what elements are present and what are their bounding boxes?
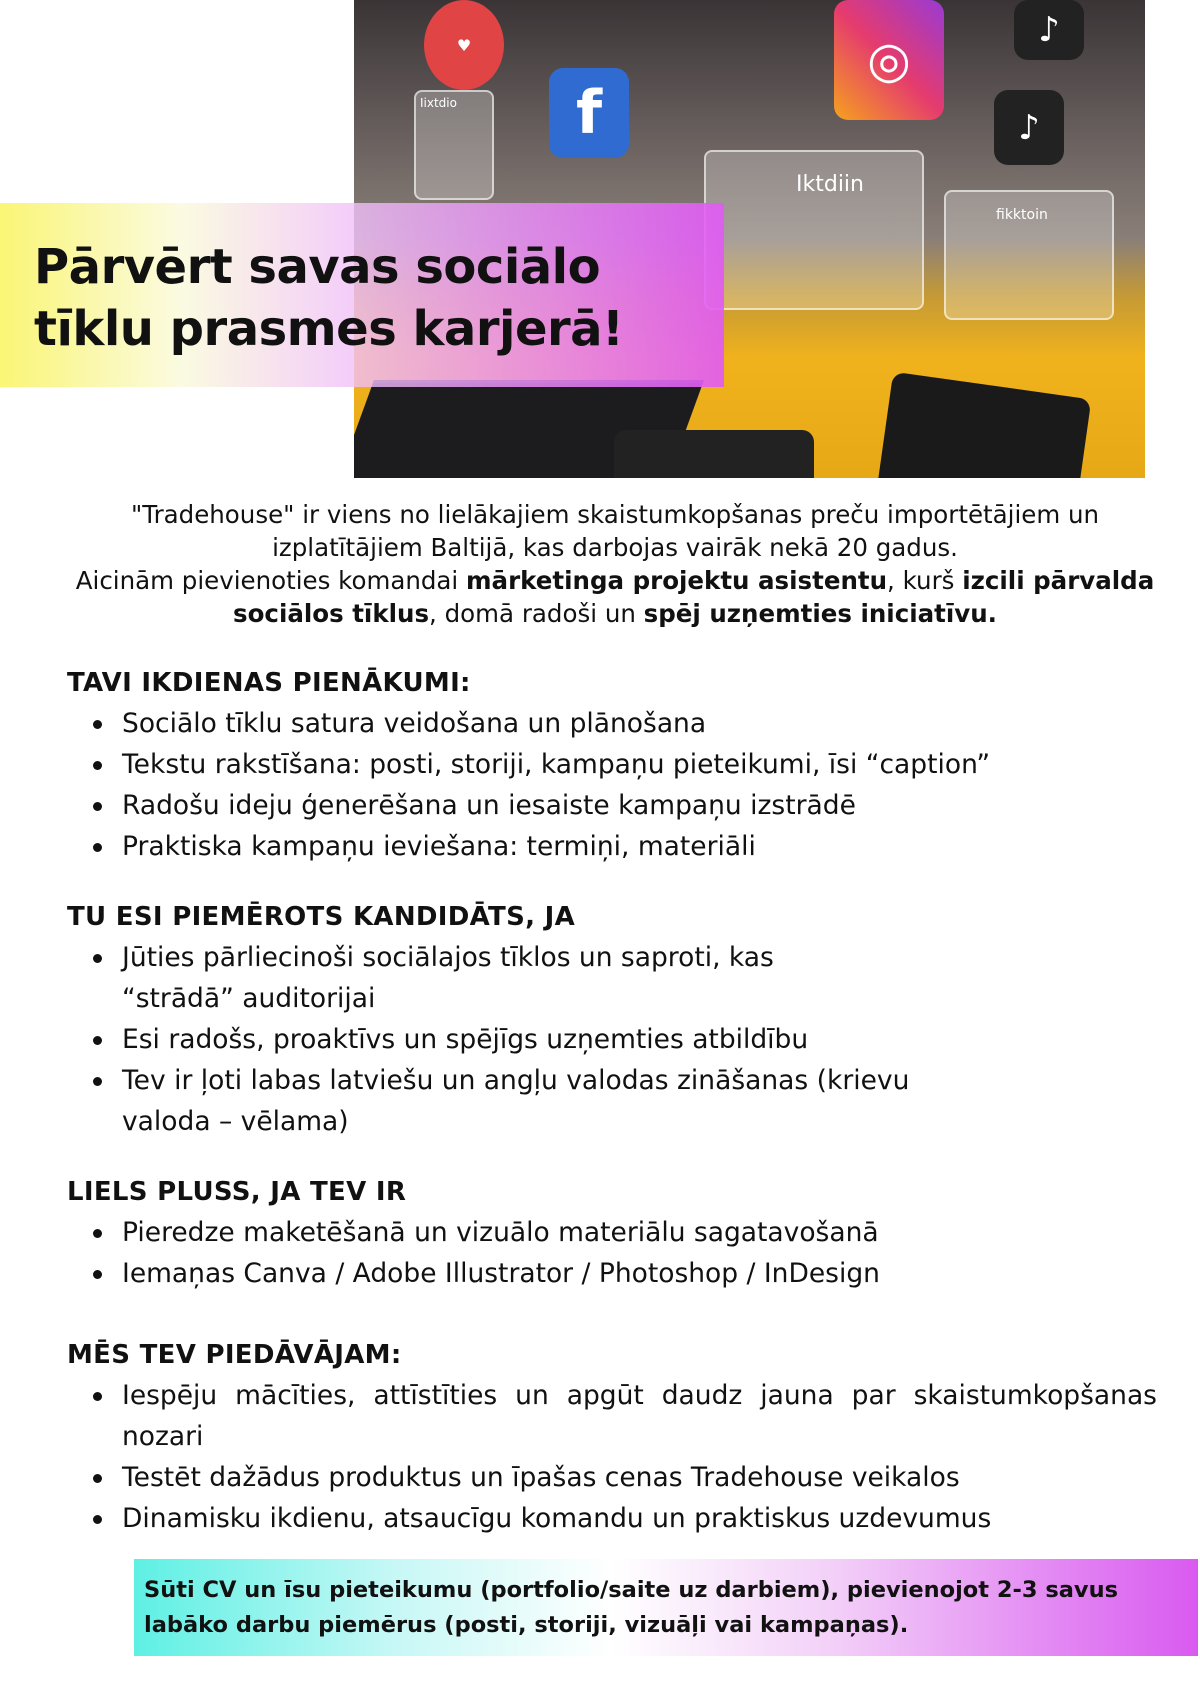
intro-invitation <box>60 564 1170 630</box>
highlight: spēj uzņemties iniciatīvu. <box>643 599 997 628</box>
section-heading: LIELS PLUSS, JA TEV IR <box>67 1177 407 1207</box>
title-line: tīklu prasmes karjerā! <box>34 301 624 357</box>
cta-text: Sūti CV un īsu pieteikumu (portfolio/saite uz darbiem), pievienojot 2-3 savus labāko darbu piemērus (posti, storiji, vizuāļi vai kampaņas). <box>144 1577 1118 1638</box>
section-duties <box>67 663 1167 867</box>
intro <box>60 498 1170 630</box>
phone <box>877 372 1092 478</box>
card-label: fikktoin <box>996 207 1048 223</box>
card-label: Iixtdio <box>420 96 457 110</box>
section-bonus <box>67 1172 1167 1294</box>
title-line: Pārvērt savas sociālo <box>34 239 601 295</box>
text: Aicinām pievienoties komandai <box>75 566 467 595</box>
card-label: Iktdiin <box>796 172 864 197</box>
intro-company: "Tradehouse" ir viens no lielākajiem skaistumkopšanas preču importētājiem un izplatītājiem Baltijā, kas darbojas vairāk nekā 20 gadus. <box>130 500 1100 562</box>
list-item: Radošu ideju ģenerēšana un iesaiste kampaņu izstrādē <box>67 785 1167 826</box>
instagram-icon: ◎ <box>834 0 944 120</box>
highlight: izcili pārvalda sociālos tīklus <box>233 566 1155 628</box>
tiktok-icon: ♪ <box>1014 0 1084 60</box>
facebook-icon: f <box>549 68 629 158</box>
list-item: Sociālo tīklu satura veidošana un plānošana <box>67 703 1167 744</box>
list-item: Tekstu rakstīšana: posti, storiji, kampaņu pieteikumi, īsi “caption” <box>67 744 1167 785</box>
list-item: Pieredze maketēšanā un vizuālo materiālu sagatavošanā <box>67 1212 1167 1253</box>
text: , domā radoši un <box>429 599 644 628</box>
section-heading: TU ESI PIEMĒROTS KANDIDĀTS, JA <box>67 902 576 932</box>
section-offer <box>67 1335 1157 1539</box>
tiktok-icon: ♪ <box>994 90 1064 165</box>
list-item: Iespēju mācīties, attīstīties un apgūt daudz jauna par skaistumkopšanas nozari <box>67 1375 1157 1457</box>
social-card <box>944 190 1114 320</box>
list-item: Jūties pārliecinoši sociālajos tīklos un saproti, kas “strādā” auditorijai <box>67 937 927 1019</box>
phone <box>614 430 814 478</box>
list-item: Tev ir ļoti labas latviešu un angļu valodas zināšanas (krievu valoda – vēlama) <box>67 1060 927 1142</box>
list-item: Esi radošs, proaktīvs un spējīgs uzņemties atbildību <box>67 1019 927 1060</box>
position-title: mārketinga projektu asistentu <box>466 566 888 595</box>
list-item: Praktiska kampaņu ieviešana: termiņi, materiāli <box>67 826 1167 867</box>
list-item: Dinamisku ikdienu, atsaucīgu komandu un praktiskus uzdevumus <box>67 1498 1157 1539</box>
list-item: Iemaņas Canva / Adobe Illustrator / Photoshop / InDesign <box>67 1253 1167 1294</box>
list-item: Testēt dažādus produktus un īpašas cenas Tradehouse veikalos <box>67 1457 1157 1498</box>
page-title <box>34 236 623 360</box>
cta-box <box>134 1559 1198 1656</box>
section-heading: TAVI IKDIENAS PIENĀKUMI: <box>67 668 471 698</box>
heart-icon: ♥ <box>424 0 504 90</box>
section-requirements <box>67 897 927 1142</box>
text: , kurš <box>887 566 963 595</box>
section-heading: MĒS TEV PIEDĀVĀJAM: <box>67 1340 402 1370</box>
social-card <box>704 150 924 310</box>
social-card <box>414 90 494 200</box>
